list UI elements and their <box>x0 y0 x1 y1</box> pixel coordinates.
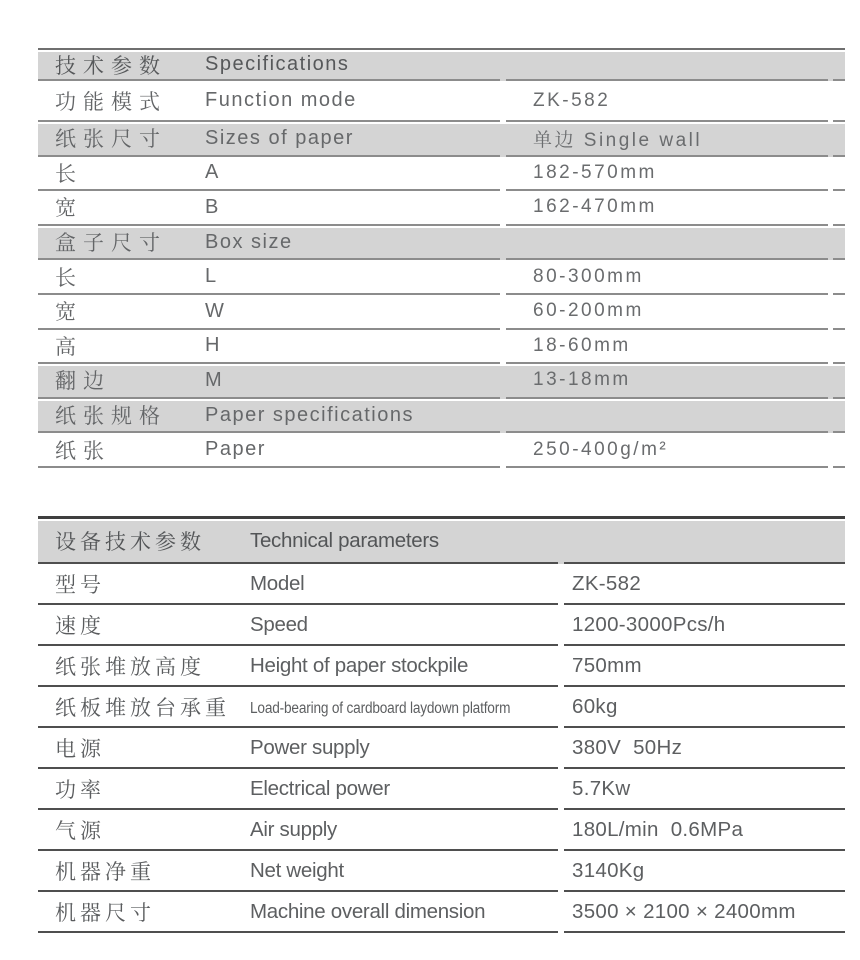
cell-en-label: Sizes of paper <box>205 126 354 149</box>
table-row <box>38 260 845 295</box>
cell-en-label: Paper specifications <box>205 403 414 426</box>
cell-value: 3140Kg <box>564 851 845 892</box>
cell-value: ZK-582 <box>506 81 828 122</box>
cell-value: 13-18mm <box>506 364 828 399</box>
cell-cn-label: 速度 <box>55 614 105 638</box>
cell-en-label: B <box>205 195 220 218</box>
cell-cn-label: 型号 <box>55 573 105 597</box>
table-row <box>38 564 845 605</box>
table-row-section-header <box>38 122 845 157</box>
table-row <box>38 81 845 122</box>
cell-cn-label: 纸板堆放台承重 <box>55 696 230 720</box>
cell-en-label: H <box>205 334 221 357</box>
cell-en-label: M <box>205 368 224 391</box>
cell-en-label: Air supply <box>250 817 338 841</box>
cell-en-label: L <box>205 265 218 288</box>
cell-cn-label: 宽 <box>55 301 83 325</box>
table-row-section-header <box>38 516 845 564</box>
cell-value: 60kg <box>564 687 845 728</box>
table-row <box>38 433 845 468</box>
cell-cn-label: 气源 <box>55 819 105 843</box>
cell-value: 162-470mm <box>506 191 828 226</box>
cell-cn-label: 电源 <box>55 737 105 761</box>
table-row <box>38 330 845 365</box>
table-row <box>38 810 845 851</box>
table-row <box>38 769 845 810</box>
table-row <box>38 157 845 192</box>
cell-value <box>506 226 828 261</box>
cell-cn-label: 宽 <box>55 197 83 221</box>
cell-cn-label: 纸张堆放高度 <box>55 655 205 679</box>
table-row <box>38 605 845 646</box>
table-row <box>38 728 845 769</box>
table-row-section-header <box>38 226 845 261</box>
cell-en-label: Electrical power <box>250 776 390 800</box>
cell-en-label: W <box>205 299 226 322</box>
cell-value: 1200-3000Pcs/h <box>564 605 845 646</box>
cell-en-label: Specifications <box>205 53 350 75</box>
table-row <box>38 892 845 933</box>
cell-cn-label: 机器净重 <box>55 860 155 884</box>
cell-value <box>564 519 845 564</box>
table-row <box>38 646 845 687</box>
cell-en-label <box>250 695 558 719</box>
cell-en-label: Machine overall dimension <box>250 899 486 923</box>
technical-parameters-table <box>38 516 845 933</box>
cell-value: 182-570mm <box>506 157 828 192</box>
cell-value: 750mm <box>564 646 845 687</box>
cell-en-label: Power supply <box>250 735 370 759</box>
cell-value: 180L/min 0.6MPa <box>564 810 845 851</box>
cell-cn-label: 功率 <box>55 778 105 802</box>
cell-en-label: Model <box>250 571 305 595</box>
table-row <box>38 295 845 330</box>
cell-value: 380V 50Hz <box>564 728 845 769</box>
cell-en-label-condensed: Load-bearing of cardboard laydown platform <box>250 699 511 717</box>
cell-value: 60-200mm <box>506 295 828 330</box>
cell-value <box>506 399 828 434</box>
cell-value: 5.7Kw <box>564 769 845 810</box>
cell-en-label: Function mode <box>205 89 357 111</box>
cell-en-label: Height of paper stockpile <box>250 653 469 677</box>
cell-cn-label: 纸张规格 <box>55 405 167 429</box>
cell-value: 80-300mm <box>506 260 828 295</box>
cell-value: 250-400g/m² <box>506 433 828 468</box>
cell-en-label: Speed <box>250 612 308 636</box>
cell-value <box>506 50 828 81</box>
table-row <box>38 851 845 892</box>
cell-cn-label: 技术参数 <box>55 54 167 78</box>
cell-en-label: A <box>205 161 220 184</box>
table-row <box>38 191 845 226</box>
cell-en-label: Net weight <box>250 858 344 882</box>
cell-value: 18-60mm <box>506 330 828 365</box>
cell-value: 3500 × 2100 × 2400mm <box>564 892 845 933</box>
cell-cn-label: 长 <box>55 266 83 290</box>
cell-en-label: Technical parameters <box>250 528 439 552</box>
cell-cn-label: 长 <box>55 162 83 186</box>
table-row <box>38 687 845 728</box>
cell-cn-label: 纸张尺寸 <box>55 128 167 152</box>
cell-en-label: Paper <box>205 438 266 461</box>
cell-value: 单边 Single wall <box>506 122 828 157</box>
cell-cn-label: 高 <box>55 335 83 359</box>
table-row <box>38 364 845 399</box>
cell-cn-label: 机器尺寸 <box>55 901 155 925</box>
cell-cn-label: 盒子尺寸 <box>55 232 167 256</box>
cell-cn-label: 功能模式 <box>55 90 167 114</box>
cell-cn-label: 设备技术参数 <box>55 530 205 554</box>
cell-cn-label: 纸张 <box>55 439 111 463</box>
cell-en-label: Box size <box>205 230 293 253</box>
cell-cn-label: 翻边 <box>55 370 111 394</box>
table-row-section-header <box>38 399 845 434</box>
paper-spec-table <box>38 48 845 468</box>
cell-value: ZK-582 <box>564 564 845 605</box>
table-row-section-header <box>38 48 845 81</box>
